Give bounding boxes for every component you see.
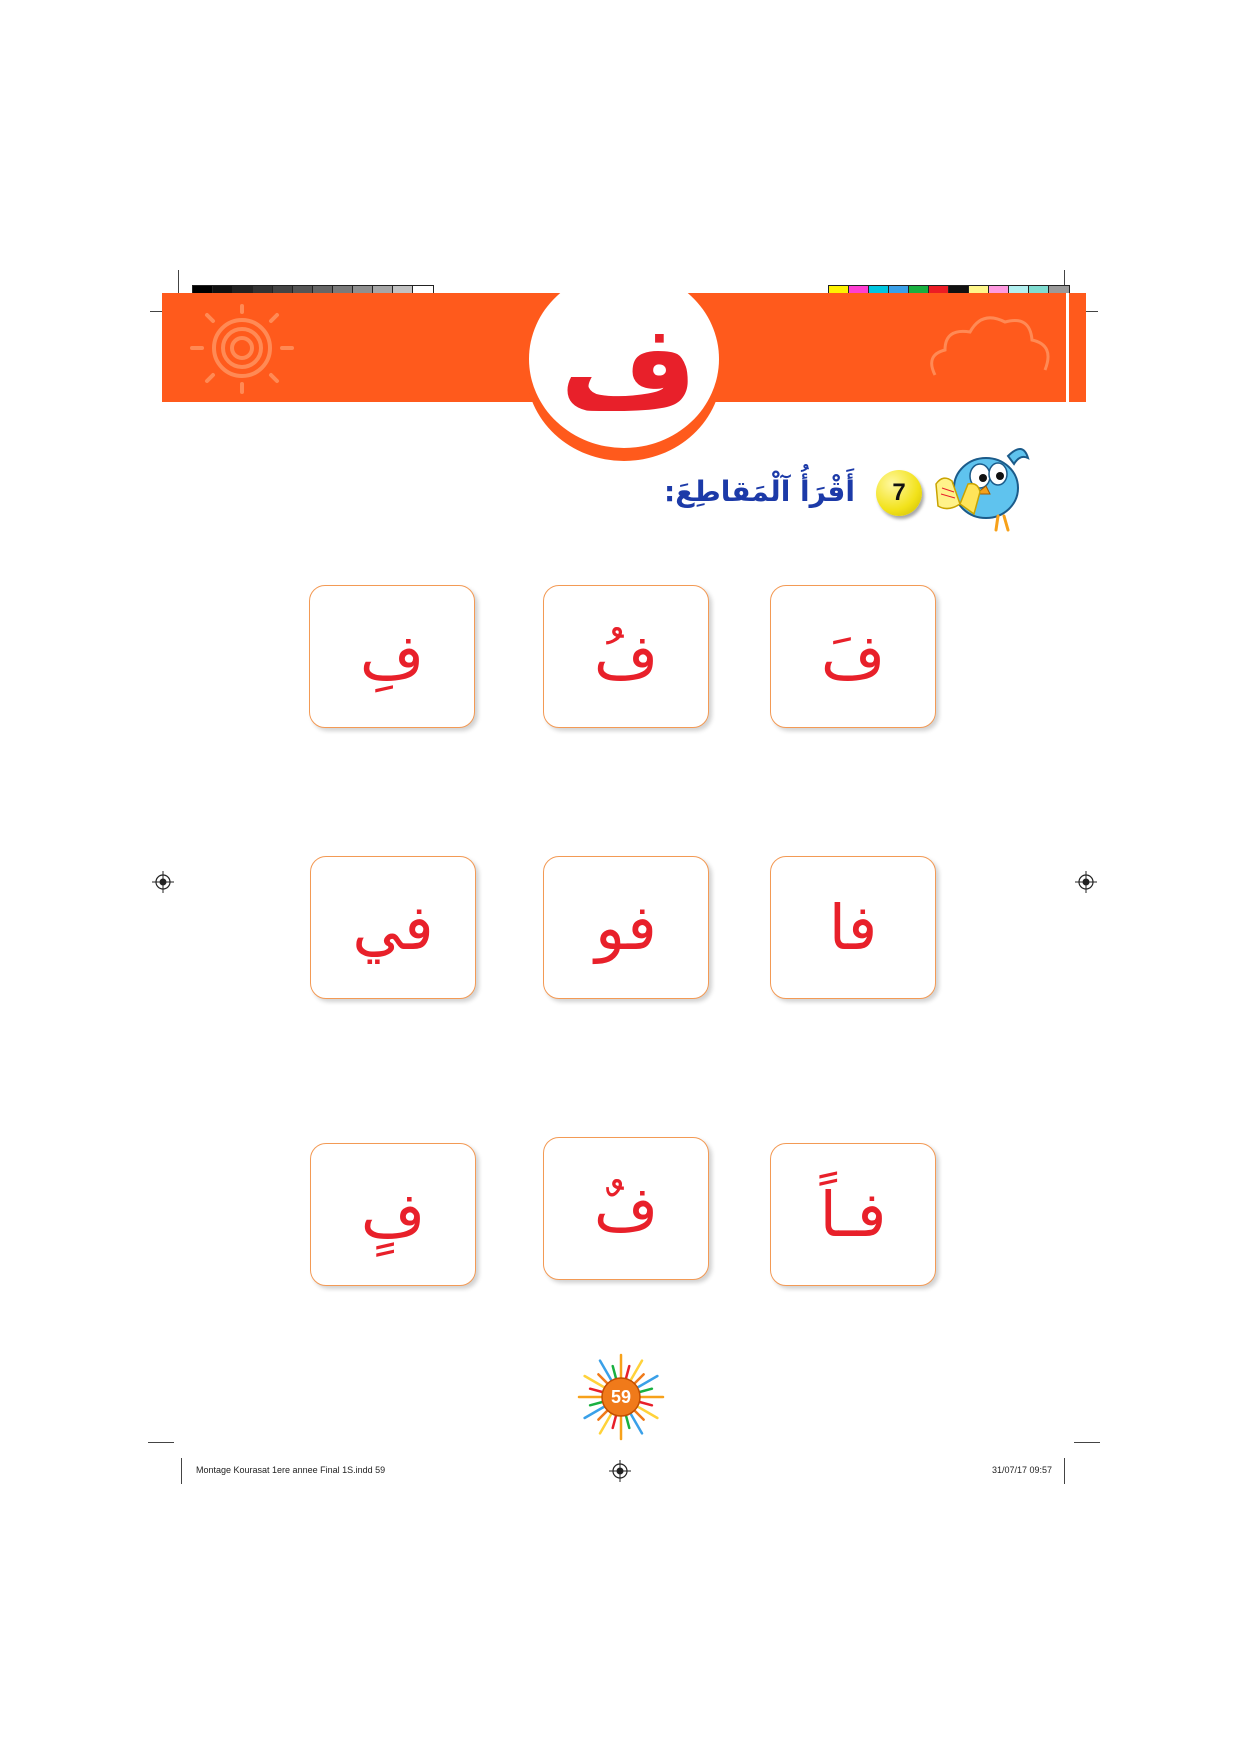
- syllable-text: فُ: [593, 619, 659, 693]
- cloud-decoration-icon: [920, 300, 1060, 390]
- syllable-text: فـاً: [819, 1177, 887, 1251]
- crop-mark: [1074, 1442, 1100, 1443]
- crop-mark: [148, 1442, 174, 1443]
- footer-timestamp: 31/07/17 09:57: [992, 1465, 1053, 1475]
- featured-letter: ف: [560, 298, 698, 436]
- reading-bird-mascot-icon: [928, 436, 1034, 536]
- syllable-card: [770, 585, 936, 728]
- syllable-text: فَ: [820, 619, 886, 693]
- syllable-text: فٌ: [593, 1171, 659, 1245]
- syllable-card: [770, 856, 936, 999]
- syllable-text: فِ: [359, 619, 425, 693]
- syllable-card: [310, 1143, 476, 1286]
- sun-decoration-icon: [182, 300, 302, 400]
- syllable-card: [309, 585, 475, 728]
- syllable-card: [543, 1137, 709, 1280]
- crop-mark: [181, 1458, 182, 1484]
- registration-target-icon: [1075, 871, 1097, 893]
- registration-target-icon: [609, 1460, 631, 1482]
- syllable-text: فا: [828, 890, 878, 964]
- footer-file-name: Montage Kourasat 1ere annee Final 1S.indd 59: [196, 1465, 386, 1475]
- page-number: 59: [610, 1387, 632, 1407]
- banner-gap: [1066, 293, 1069, 402]
- syllable-text: في: [352, 890, 434, 964]
- syllable-card: [543, 856, 709, 999]
- syllable-text: فٍ: [360, 1177, 426, 1251]
- crop-mark: [1064, 1458, 1065, 1484]
- syllable-card: [543, 585, 709, 728]
- syllable-card: [310, 856, 476, 999]
- syllable-card: [770, 1143, 936, 1286]
- registration-target-icon: [152, 871, 174, 893]
- syllable-text: فو: [595, 890, 657, 964]
- exercise-number-badge: 7: [876, 470, 922, 516]
- exercise-instruction: أَقْرَأُ آلْمَقاطِعَ:: [664, 475, 855, 508]
